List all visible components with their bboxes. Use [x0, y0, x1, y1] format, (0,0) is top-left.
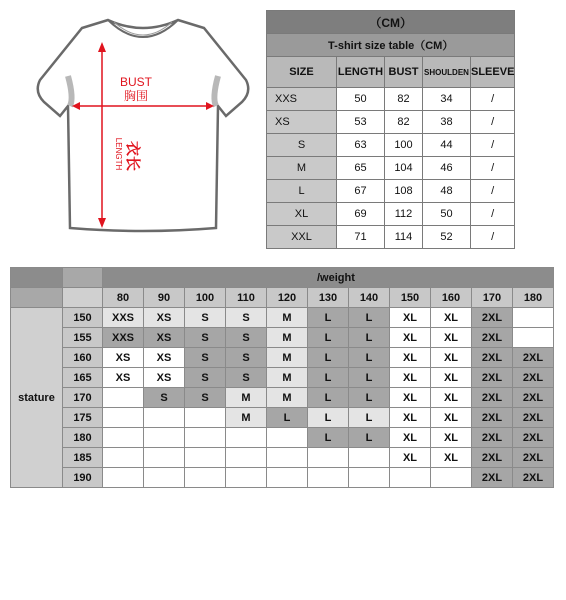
size-cell-size: M	[267, 157, 337, 180]
size-recommendation-cell: XL	[390, 368, 431, 388]
sleeve-shadow-right	[214, 76, 218, 106]
weight-value: 140	[349, 288, 390, 308]
height-value: 155	[63, 328, 103, 348]
size-recommendation-cell	[267, 468, 308, 488]
size-recommendation-cell	[226, 428, 267, 448]
size-table-title: T-shirt size table（CM）	[267, 34, 515, 57]
size-recommendation-cell	[185, 468, 226, 488]
size-cell-size: XS	[267, 111, 337, 134]
size-cell-shoulder: 34	[423, 88, 471, 111]
size-cell-bust: 82	[385, 88, 423, 111]
size-recommendation-cell: L	[349, 368, 390, 388]
size-recommendation-cell: L	[349, 328, 390, 348]
size-cell-sleeve: /	[471, 226, 515, 249]
bust-label: BUST	[119, 75, 153, 89]
size-cell-shoulder: 38	[423, 111, 471, 134]
size-cell-size: L	[267, 180, 337, 203]
size-recommendation-cell: XL	[390, 308, 431, 328]
size-recommendation-cell	[144, 448, 185, 468]
corner-cell	[11, 268, 63, 288]
grid-row	[11, 388, 554, 408]
grid-row	[11, 368, 554, 388]
size-cell-length: 69	[337, 203, 385, 226]
size-table-header	[267, 57, 515, 88]
size-recommendation-cell: S	[185, 308, 226, 328]
size-recommendation-cell: 2XL	[472, 348, 513, 368]
weight-value: 170	[472, 288, 513, 308]
corner-cell-2	[63, 268, 103, 288]
size-cell-sleeve: /	[471, 134, 515, 157]
size-recommendation-cell: L	[308, 408, 349, 428]
size-recommendation-cell: 2XL	[472, 448, 513, 468]
length-label: LENGTH	[114, 137, 123, 171]
size-recommendation-cell: XL	[431, 448, 472, 468]
size-recommendation-cell: S	[226, 328, 267, 348]
size-row	[267, 226, 515, 249]
header-size: SIZE	[267, 57, 337, 88]
size-recommendation-cell: XXS	[103, 308, 144, 328]
size-recommendation-cell: XS	[144, 328, 185, 348]
height-value: 160	[63, 348, 103, 368]
stature-label: stature	[11, 308, 63, 488]
size-cell-sleeve: /	[471, 180, 515, 203]
size-recommendation-cell: 2XL	[513, 368, 554, 388]
size-recommendation-cell: L	[349, 388, 390, 408]
weight-value: 150	[390, 288, 431, 308]
size-recommendation-cell: XL	[431, 328, 472, 348]
size-recommendation-cell: L	[308, 348, 349, 368]
size-recommendation-cell: L	[308, 428, 349, 448]
size-row	[267, 88, 515, 111]
size-recommendation-cell: XS	[103, 348, 144, 368]
size-recommendation-cell: L	[267, 408, 308, 428]
size-recommendation-cell	[349, 448, 390, 468]
weight-value: 120	[267, 288, 308, 308]
size-recommendation-cell	[513, 328, 554, 348]
size-recommendation-cell: M	[267, 348, 308, 368]
size-recommendation-cell: S	[226, 348, 267, 368]
grid-row	[11, 468, 554, 488]
size-cell-sleeve: /	[471, 203, 515, 226]
size-recommendation-cell: L	[308, 388, 349, 408]
height-value: 175	[63, 408, 103, 428]
size-recommendation-cell: S	[226, 368, 267, 388]
size-recommendation-cell	[103, 408, 144, 428]
size-recommendation-cell: XL	[390, 348, 431, 368]
size-recommendation-cell: 2XL	[513, 408, 554, 428]
size-recommendation-cell: XS	[103, 368, 144, 388]
size-recommendation-cell: 2XL	[513, 448, 554, 468]
size-recommendation-cell	[144, 428, 185, 448]
size-cell-length: 65	[337, 157, 385, 180]
size-recommendation-cell: XS	[144, 348, 185, 368]
size-cell-bust: 100	[385, 134, 423, 157]
size-recommendation-cell: 2XL	[472, 388, 513, 408]
size-recommendation-cell: 2XL	[472, 368, 513, 388]
grid-banner-row	[11, 268, 554, 288]
unit-row	[267, 11, 515, 34]
size-recommendation-cell	[267, 448, 308, 468]
title-row	[267, 34, 515, 57]
size-recommendation-cell: 2XL	[472, 308, 513, 328]
size-recommendation-cell: XL	[431, 348, 472, 368]
size-cell-size: XL	[267, 203, 337, 226]
size-recommendation-cell: 2XL	[472, 328, 513, 348]
length-label-cn: 衣长	[124, 140, 142, 172]
size-recommendation-cell	[103, 468, 144, 488]
height-value: 185	[63, 448, 103, 468]
size-recommendation-cell: M	[267, 368, 308, 388]
size-cell-sleeve: /	[471, 111, 515, 134]
size-recommendation-cell: 2XL	[513, 468, 554, 488]
size-table-body	[267, 88, 515, 249]
size-recommendation-cell	[103, 448, 144, 468]
size-cell-shoulder: 52	[423, 226, 471, 249]
size-recommendation-cell: 2XL	[513, 348, 554, 368]
size-recommendation-cell	[185, 448, 226, 468]
header-bust: BUST	[385, 57, 423, 88]
size-recommendation-cell	[103, 388, 144, 408]
size-recommendation-cell	[226, 468, 267, 488]
size-recommendation-cell: L	[349, 428, 390, 448]
size-recommendation-cell: S	[185, 368, 226, 388]
corner-cell-3	[11, 288, 63, 308]
size-row	[267, 157, 515, 180]
weight-value: 110	[226, 288, 267, 308]
size-cell-shoulder: 50	[423, 203, 471, 226]
size-cell-length: 53	[337, 111, 385, 134]
size-cell-length: 67	[337, 180, 385, 203]
size-cell-shoulder: 44	[423, 134, 471, 157]
weight-value: 160	[431, 288, 472, 308]
size-recommendation-cell: XL	[431, 388, 472, 408]
header-length: LENGTH	[337, 57, 385, 88]
size-recommendation-cell	[144, 408, 185, 428]
size-cell-length: 71	[337, 226, 385, 249]
size-row	[267, 203, 515, 226]
grid-row	[11, 448, 554, 468]
height-value: 150	[63, 308, 103, 328]
size-recommendation-cell: M	[267, 308, 308, 328]
size-cell-length: 50	[337, 88, 385, 111]
grid-row	[11, 428, 554, 448]
size-cell-bust: 112	[385, 203, 423, 226]
corner-cell-4	[63, 288, 103, 308]
size-cell-size: XXS	[267, 88, 337, 111]
tshirt-diagram	[28, 6, 258, 240]
size-cell-bust: 114	[385, 226, 423, 249]
unit-label: （CM）	[267, 11, 515, 34]
size-cell-bust: 82	[385, 111, 423, 134]
size-recommendation-cell: XL	[431, 428, 472, 448]
header-shoulder: SHOULDEN	[423, 57, 471, 88]
size-cell-bust: 108	[385, 180, 423, 203]
size-row	[267, 134, 515, 157]
height-value: 180	[63, 428, 103, 448]
grid-body	[11, 308, 554, 488]
weight-value: 180	[513, 288, 554, 308]
size-cell-bust: 104	[385, 157, 423, 180]
header-sleeve: SLEEVE	[471, 57, 515, 88]
weight-header: /weight	[103, 268, 554, 288]
size-recommendation-cell: M	[226, 388, 267, 408]
size-recommendation-cell	[103, 428, 144, 448]
size-recommendation-cell	[267, 428, 308, 448]
weight-value: 90	[144, 288, 185, 308]
size-row	[267, 111, 515, 134]
grid-row	[11, 408, 554, 428]
size-row	[267, 180, 515, 203]
weight-value: 80	[103, 288, 144, 308]
size-recommendation-cell: XL	[390, 448, 431, 468]
size-recommendation-cell: XL	[390, 408, 431, 428]
height-value: 165	[63, 368, 103, 388]
size-cell-length: 63	[337, 134, 385, 157]
size-recommendation-cell: M	[226, 408, 267, 428]
size-recommendation-cell: S	[185, 348, 226, 368]
size-recommendation-cell: S	[144, 388, 185, 408]
grid-row	[11, 308, 554, 328]
size-recommendation-cell	[349, 468, 390, 488]
size-recommendation-cell: M	[267, 388, 308, 408]
size-recommendation-cell: M	[267, 328, 308, 348]
weight-value: 100	[185, 288, 226, 308]
size-cell-shoulder: 48	[423, 180, 471, 203]
size-recommendation-cell: XL	[390, 428, 431, 448]
size-recommendation-cell: XL	[431, 408, 472, 428]
size-recommendation-cell: 2XL	[513, 388, 554, 408]
sleeve-shadow-left	[68, 76, 72, 106]
size-recommendation-cell: S	[226, 308, 267, 328]
size-recommendation-cell	[308, 448, 349, 468]
size-recommendation-cell: S	[185, 388, 226, 408]
weight-value: 130	[308, 288, 349, 308]
size-recommendation-cell: 2XL	[472, 468, 513, 488]
size-cell-size: XXL	[267, 226, 337, 249]
size-recommendation-cell: L	[349, 308, 390, 328]
size-recommendation-cell: S	[185, 328, 226, 348]
size-recommendation-cell	[144, 468, 185, 488]
size-recommendation-cell: XL	[431, 368, 472, 388]
size-recommendation-cell: 2XL	[472, 408, 513, 428]
size-recommendation-cell: 2XL	[513, 428, 554, 448]
size-recommendation-cell	[513, 308, 554, 328]
size-recommendation-cell: L	[349, 408, 390, 428]
stature-weight-grid	[10, 267, 554, 488]
size-recommendation-cell	[431, 468, 472, 488]
size-recommendation-cell	[185, 408, 226, 428]
size-cell-sleeve: /	[471, 88, 515, 111]
size-recommendation-cell: XXS	[103, 328, 144, 348]
weight-values-row	[11, 288, 554, 308]
size-recommendation-cell: XS	[144, 308, 185, 328]
size-recommendation-cell	[308, 468, 349, 488]
height-value: 170	[63, 388, 103, 408]
size-recommendation-cell: XL	[390, 328, 431, 348]
height-value: 190	[63, 468, 103, 488]
size-recommendation-cell: L	[349, 348, 390, 368]
size-cell-shoulder: 46	[423, 157, 471, 180]
size-table	[266, 10, 515, 249]
size-recommendation-cell: 2XL	[472, 428, 513, 448]
size-recommendation-cell: XL	[390, 388, 431, 408]
size-recommendation-cell	[226, 448, 267, 468]
size-recommendation-cell: L	[308, 308, 349, 328]
size-recommendation-cell	[185, 428, 226, 448]
grid-row	[11, 328, 554, 348]
size-recommendation-cell: L	[308, 328, 349, 348]
size-recommendation-cell	[390, 468, 431, 488]
size-recommendation-cell: XL	[431, 308, 472, 328]
tshirt-outline	[38, 20, 249, 231]
size-cell-size: S	[267, 134, 337, 157]
grid-row	[11, 348, 554, 368]
size-recommendation-cell: L	[308, 368, 349, 388]
bust-label-cn: 胸围	[123, 89, 149, 103]
size-recommendation-cell: XS	[144, 368, 185, 388]
size-cell-sleeve: /	[471, 157, 515, 180]
